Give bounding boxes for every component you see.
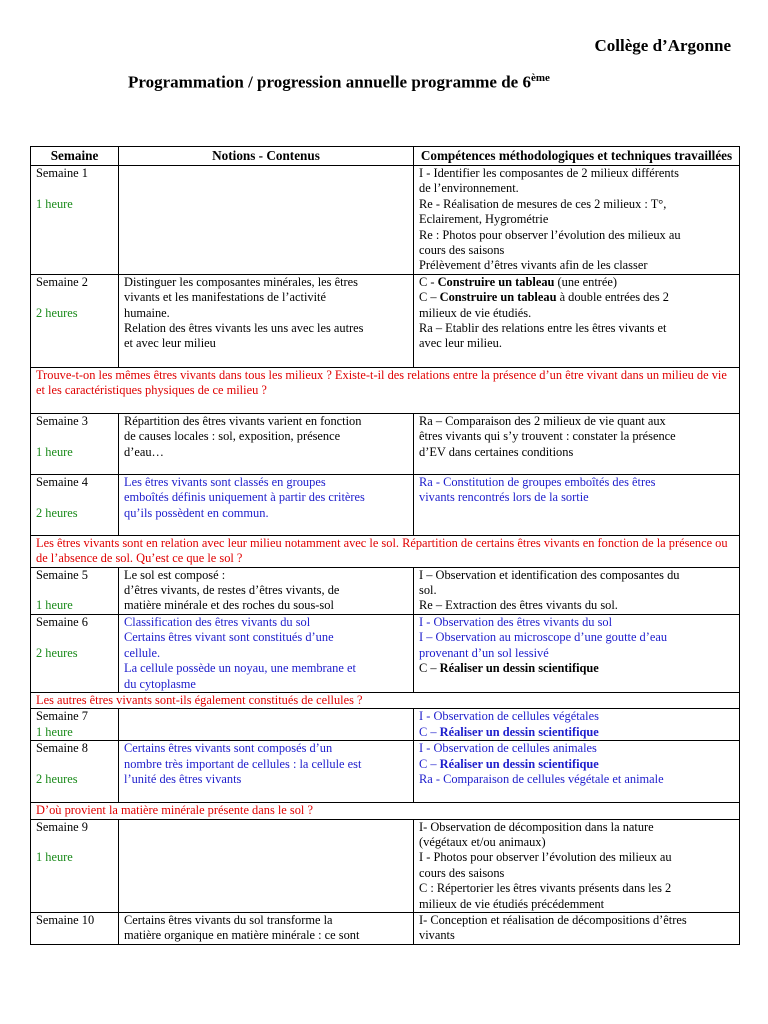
column-header-semaine: Semaine	[31, 147, 119, 166]
cell-line: Répartition des êtres vivants varient en fonction	[124, 413, 362, 428]
cell-line: de l’environnement.	[419, 181, 519, 196]
cell-line: I - Photos pour observer l’évolution des milieux au	[419, 850, 672, 865]
week-label: Semaine 8	[36, 741, 88, 756]
section-text: Les autres êtres vivants sont-ils également constitués de cellules ?	[36, 692, 363, 707]
cell-line: Re – Extraction des êtres vivants du sol.	[419, 598, 618, 613]
cell-line	[419, 661, 734, 676]
cell-line: Ra – Etablir des relations entre les êtres vivants et	[419, 321, 667, 336]
title-text: Programmation / progression annuelle programme de 6	[128, 72, 531, 92]
section-row	[31, 692, 740, 708]
line-emphasis: Réaliser un dessin scientifique	[439, 724, 599, 739]
cell-line: Relation des êtres vivants les uns avec les autres	[124, 321, 364, 336]
cell-line: l’unité des êtres vivants	[124, 771, 242, 786]
table-body	[31, 166, 740, 945]
notions-cell	[119, 709, 414, 741]
cell-line: êtres vivants qui s’y trouvent : constater la présence	[419, 429, 676, 444]
notions-cell	[119, 912, 414, 944]
duration-label: 1 heure	[36, 196, 73, 211]
spacer	[36, 290, 113, 305]
line-emphasis: Réaliser un dessin scientifique	[439, 756, 599, 771]
cell-line: Ra - Comparaison de cellules végétale et animale	[419, 771, 664, 786]
competences-cell	[414, 614, 740, 692]
table-row	[31, 741, 740, 803]
notions-cell	[119, 614, 414, 692]
week-cell	[31, 819, 119, 912]
spacer	[36, 490, 113, 505]
notions-cell	[119, 166, 414, 275]
section-question	[31, 692, 740, 708]
notions-cell	[119, 741, 414, 803]
cell-line: cours des saisons	[419, 243, 505, 258]
column-header-competences: Compétences méthodologiques et techniques travaillées	[414, 147, 740, 166]
cell-line: I – Observation et identification des composantes du	[419, 567, 680, 582]
cell-line: milieux de vie étudiés.	[419, 305, 532, 320]
cell-line: Re - Réalisation de mesures de ces 2 milieux : T°,	[419, 196, 667, 211]
section-question	[31, 803, 740, 819]
cell-line: Ra - Constitution de groupes emboîtés des êtres	[419, 474, 656, 489]
competences-cell	[414, 166, 740, 275]
duration-label: 2 heures	[36, 305, 78, 320]
competences-cell	[414, 567, 740, 614]
cell-line: cellule.	[124, 645, 161, 660]
cell-line: I - Observation des êtres vivants du sol	[419, 614, 613, 629]
table-row	[31, 567, 740, 614]
cell-line: I- Observation de décomposition dans la nature	[419, 819, 654, 834]
cell-line: I - Observation de cellules végétales	[419, 709, 599, 724]
section-question	[31, 367, 740, 413]
line-prefix: C –	[419, 661, 440, 676]
week-cell	[31, 274, 119, 367]
line-prefix: C -	[419, 274, 438, 289]
cell-line: provenant d’un sol lessivé	[419, 645, 549, 660]
cell-line: C : Répertorier les êtres vivants présents dans les 2	[419, 881, 672, 896]
section-row	[31, 367, 740, 413]
line-suffix: à double entrées des 2	[556, 290, 669, 305]
cell-line: Le sol est composé :	[124, 567, 226, 582]
table-header-row	[31, 147, 740, 166]
cell-line: de causes locales : sol, exposition, présence	[124, 429, 341, 444]
cell-line: Prélèvement d’êtres vivants afin de les classer	[419, 258, 648, 273]
week-label: Semaine 2	[36, 274, 88, 289]
week-cell	[31, 741, 119, 803]
spacer	[36, 429, 113, 444]
cell-line: I - Identifier les composantes de 2 milieux différents	[419, 166, 679, 180]
week-label: Semaine 5	[36, 567, 88, 582]
duration-label: 1 heure	[36, 444, 73, 459]
spacer	[36, 757, 113, 772]
table-row	[31, 614, 740, 692]
cell-line: (végétaux et/ou animaux)	[419, 834, 546, 849]
line-emphasis: Réaliser un dessin scientifique	[439, 661, 599, 676]
cell-line: d’eau…	[124, 444, 164, 459]
cell-line: avec leur milieu.	[419, 336, 502, 351]
duration-label: 2 heures	[36, 771, 78, 786]
section-text: Les êtres vivants sont en relation avec leur milieu notamment avec le sol. Répartition de certains êtres vivants en fonction de la présence ou de l’absence de sol. Qu’est ce que le sol ?	[36, 535, 728, 566]
duration-label: 2 heures	[36, 505, 78, 520]
competences-cell	[414, 741, 740, 803]
week-cell	[31, 166, 119, 275]
cell-line: vivants et les manifestations de l’activité	[124, 290, 326, 305]
table-row	[31, 413, 740, 474]
line-prefix: C –	[419, 724, 440, 739]
cell-line: d’êtres vivants, de restes d’êtres vivants, de	[124, 583, 340, 598]
cell-line	[419, 290, 734, 305]
line-emphasis: Construire un tableau	[437, 274, 555, 289]
week-cell	[31, 709, 119, 741]
cell-line: milieux de vie étudiés précédemment	[419, 896, 605, 911]
cell-line: qu’ils possèdent en commun.	[124, 505, 269, 520]
competences-cell	[414, 413, 740, 474]
week-label: Semaine 9	[36, 819, 88, 834]
duration-label: 2 heures	[36, 645, 78, 660]
table-row	[31, 274, 740, 367]
week-label: Semaine 6	[36, 614, 88, 629]
cell-line: du cytoplasme	[124, 676, 196, 691]
competences-cell	[414, 474, 740, 535]
section-text: D’où provient la matière minérale présente dans le sol ?	[36, 803, 313, 818]
section-row	[31, 803, 740, 819]
table-row	[31, 166, 740, 275]
cell-line: matière minérale et des roches du sous-sol	[124, 598, 334, 613]
section-text: Trouve-t-on les mêmes êtres vivants dans tous les milieux ? Existe-t-il des relations entre la présence d’un être vivant dans un milieu de vie et les caractéristiques physiques de ce milieu ?	[36, 367, 727, 398]
section-row	[31, 535, 740, 567]
cell-line: Classification des êtres vivants du sol	[124, 614, 311, 629]
cell-line	[419, 275, 734, 290]
cell-line: Certains êtres vivants du sol transforme la	[124, 912, 333, 927]
week-cell	[31, 567, 119, 614]
week-cell	[31, 912, 119, 944]
week-cell	[31, 614, 119, 692]
cell-line: Les êtres vivants sont classés en groupes	[124, 474, 326, 489]
cell-line: vivants rencontrés lors de la sortie	[419, 490, 589, 505]
competences-cell	[414, 912, 740, 944]
week-cell	[31, 413, 119, 474]
table-row	[31, 912, 740, 944]
competences-cell	[414, 274, 740, 367]
cell-line: La cellule possède un noyau, une membrane et	[124, 661, 356, 676]
week-label: Semaine 1	[36, 166, 88, 180]
spacer	[36, 835, 113, 850]
cell-line: vivants	[419, 928, 455, 943]
notions-cell	[119, 413, 414, 474]
cell-line: matière organique en matière minérale : ce sont	[124, 928, 360, 943]
cell-line: Certains êtres vivant sont constitués d’une	[124, 630, 334, 645]
cell-line: et avec leur milieu	[124, 336, 216, 351]
spacer	[36, 583, 113, 598]
line-emphasis: Construire un tableau	[439, 290, 557, 305]
cell-line	[419, 725, 734, 740]
cell-line: I- Conception et réalisation de décompositions d’êtres	[419, 912, 687, 927]
section-question	[31, 535, 740, 567]
cell-line: d’EV dans certaines conditions	[419, 444, 574, 459]
notions-cell	[119, 819, 414, 912]
week-label: Semaine 3	[36, 413, 88, 428]
duration-label: 1 heure	[36, 724, 73, 739]
cell-line: cours des saisons	[419, 865, 505, 880]
duration-label: 1 heure	[36, 850, 73, 865]
cell-line: Distinguer les composantes minérales, les êtres	[124, 274, 358, 289]
programme-table	[30, 146, 740, 945]
table-row	[31, 709, 740, 741]
competences-cell	[414, 709, 740, 741]
cell-line: Re : Photos pour observer l’évolution des milieux au	[419, 227, 681, 242]
notions-cell	[119, 274, 414, 367]
school-name: Collège d’Argonne	[594, 36, 731, 55]
cell-line: Eclairement, Hygrométrie	[419, 212, 549, 227]
line-prefix: C –	[419, 756, 440, 771]
week-label: Semaine 7	[36, 709, 88, 724]
cell-line: emboîtés définis uniquement à partir des critères	[124, 490, 365, 505]
spacer	[36, 181, 113, 196]
page-title	[128, 72, 550, 93]
competences-cell	[414, 819, 740, 912]
line-suffix: (une entrée)	[554, 274, 618, 289]
cell-line	[419, 757, 734, 772]
notions-cell	[119, 474, 414, 535]
notions-cell	[119, 567, 414, 614]
week-label: Semaine 10	[36, 912, 95, 927]
cell-line: Certains êtres vivants sont composés d’un	[124, 741, 333, 756]
table-row	[31, 819, 740, 912]
cell-line: sol.	[419, 583, 437, 598]
week-label: Semaine 4	[36, 474, 88, 489]
table-row	[31, 474, 740, 535]
title-superscript: ème	[530, 72, 550, 84]
duration-label: 1 heure	[36, 598, 73, 613]
spacer	[36, 630, 113, 645]
cell-line: nombre très important de cellules : la cellule est	[124, 756, 362, 771]
cell-line: I – Observation au microscope d’une goutte d’eau	[419, 630, 668, 645]
cell-line: I - Observation de cellules animales	[419, 741, 597, 756]
week-cell	[31, 474, 119, 535]
column-header-notions: Notions - Contenus	[119, 147, 414, 166]
cell-line: humaine.	[124, 305, 170, 320]
line-prefix: C –	[419, 290, 440, 305]
cell-line: Ra – Comparaison des 2 milieux de vie quant aux	[419, 413, 666, 428]
